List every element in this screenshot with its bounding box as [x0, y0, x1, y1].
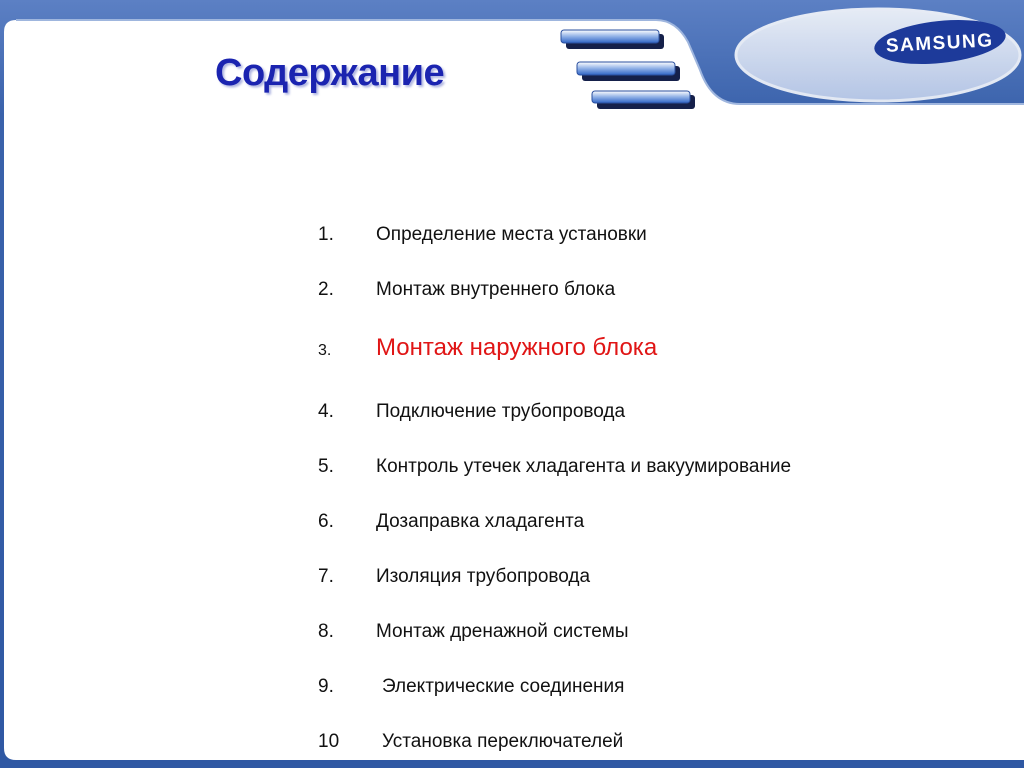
- toc-item-number: 3.: [318, 342, 332, 359]
- toc-item-label: Изоляция трубопровода: [376, 566, 591, 587]
- page-title: Содержание: [215, 52, 445, 94]
- toc-item-label: Контроль утечек хладагента и вакуумирование: [376, 456, 792, 477]
- toc-item-label: Монтаж наружного блока: [376, 334, 658, 361]
- toc-item-number: 7.: [318, 566, 334, 587]
- toc-item-label: Подключение трубопровода: [376, 401, 626, 422]
- toc-item-number: 1.: [318, 224, 334, 245]
- toc-item-number: 8.: [318, 621, 334, 642]
- toc-item-label: Определение места установки: [376, 224, 647, 245]
- toc-item-number: 4.: [318, 401, 334, 422]
- toc-item-label: Электрические соединения: [382, 676, 625, 697]
- toc-item-label: Монтаж внутреннего блока: [376, 279, 616, 300]
- toc-item-label: Дозаправка хладагента: [376, 511, 585, 532]
- svg-text:SAMSUNG: SAMSUNG: [885, 30, 995, 57]
- toc-item-number: 5.: [318, 456, 334, 477]
- toc-item-number: 9.: [318, 676, 334, 697]
- toc-item-number: 2.: [318, 279, 334, 300]
- toc-item-label: Монтаж дренажной системы: [376, 621, 629, 642]
- toc-item-number: 10: [318, 731, 340, 752]
- toc-item-label: Установка переключателей: [382, 731, 624, 752]
- table-of-contents: [318, 0, 958, 768]
- toc-item-number: 6.: [318, 511, 334, 532]
